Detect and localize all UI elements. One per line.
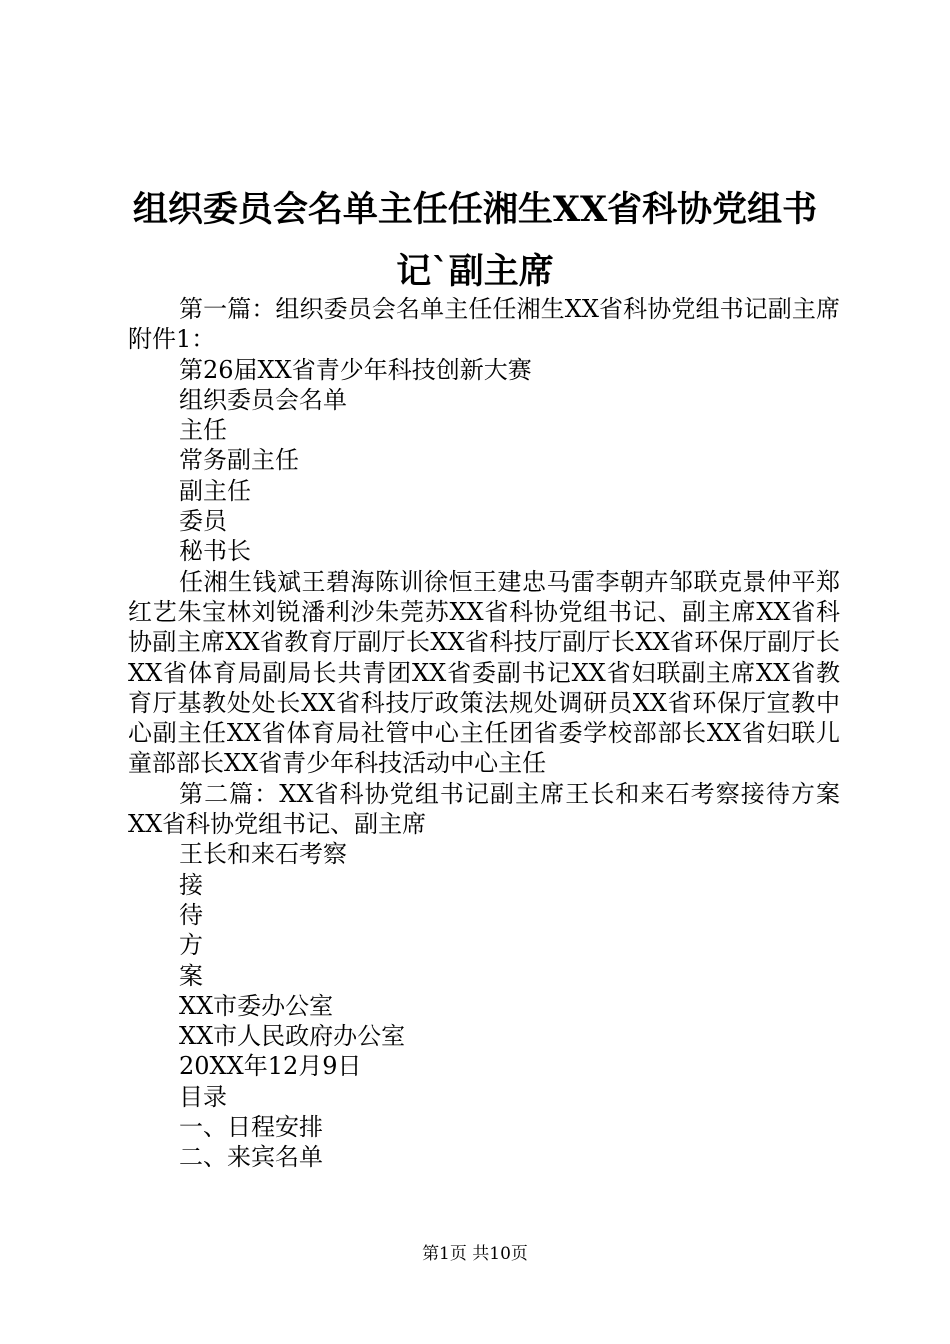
paragraph-part-two-heading: 第二篇：XX省科协党组书记副主席王长和来石考察接待方案XX省科协党组书记、副主席 bbox=[128, 779, 840, 839]
paragraph-inspection: 王长和来石考察 bbox=[179, 840, 347, 869]
paragraph-char-an: 案 bbox=[179, 961, 203, 990]
paragraph-secretary-general: 秘书长 bbox=[179, 537, 251, 566]
paragraph-government-office: XX市人民政府办公室 bbox=[179, 1022, 406, 1051]
paragraph-member-names: 任湘生钱斌王碧海陈训徐恒王建忠马雷李朝卉邹联克景仲平郑红艺朱宝林刘锐潘利沙朱莞苏XX省科协党组书记、副主席XX省科协副主席XX省教育厅副厅长XX省科技厅副厅长XX省环保厅副厅长XX省体育局副局长共青团XX省委副书记XX省妇联副主席XX省教育厅基教处处长XX省科技厅政策法规处调研员XX省环保厅宣教中心副主任XX省体育局社管中心主任团省委学校部部长XX省妇联儿童部部长XX省青少年科技活动中心主任 bbox=[128, 567, 840, 778]
paragraph-committee-list: 组织委员会名单 bbox=[179, 385, 347, 414]
paragraph-char-fang: 方 bbox=[179, 931, 203, 960]
paragraph-director: 主任 bbox=[179, 416, 227, 445]
paragraph-municipal-office: XX市委办公室 bbox=[179, 991, 334, 1020]
paragraph-deputy: 副主任 bbox=[179, 476, 251, 505]
paragraph-members: 委员 bbox=[179, 507, 227, 536]
paragraph-guest-list: 二、来宾名单 bbox=[179, 1143, 323, 1172]
paragraph-contents: 目录 bbox=[179, 1082, 227, 1111]
paragraph-part-one-heading: 第一篇：组织委员会名单主任任湘生XX省科协党组书记副主席附件1： bbox=[128, 295, 840, 354]
paragraph-schedule: 一、日程安排 bbox=[179, 1113, 323, 1142]
page-footer: 第1页 共10页 bbox=[422, 1244, 528, 1264]
paragraph-date: 20XX年12月9日 bbox=[179, 1052, 362, 1081]
document-body bbox=[128, 294, 840, 1173]
document-title-line-1: 组织委员会名单主任任湘生XX省科协党组书 bbox=[132, 189, 818, 230]
document-title-line-2: 记`副主席 bbox=[396, 251, 554, 292]
paragraph-char-dai: 待 bbox=[179, 900, 203, 929]
paragraph-executive-deputy: 常务副主任 bbox=[179, 446, 299, 475]
paragraph-char-jie: 接 bbox=[179, 870, 203, 899]
paragraph-contest-name: 第26届XX省青少年科技创新大赛 bbox=[179, 355, 532, 384]
